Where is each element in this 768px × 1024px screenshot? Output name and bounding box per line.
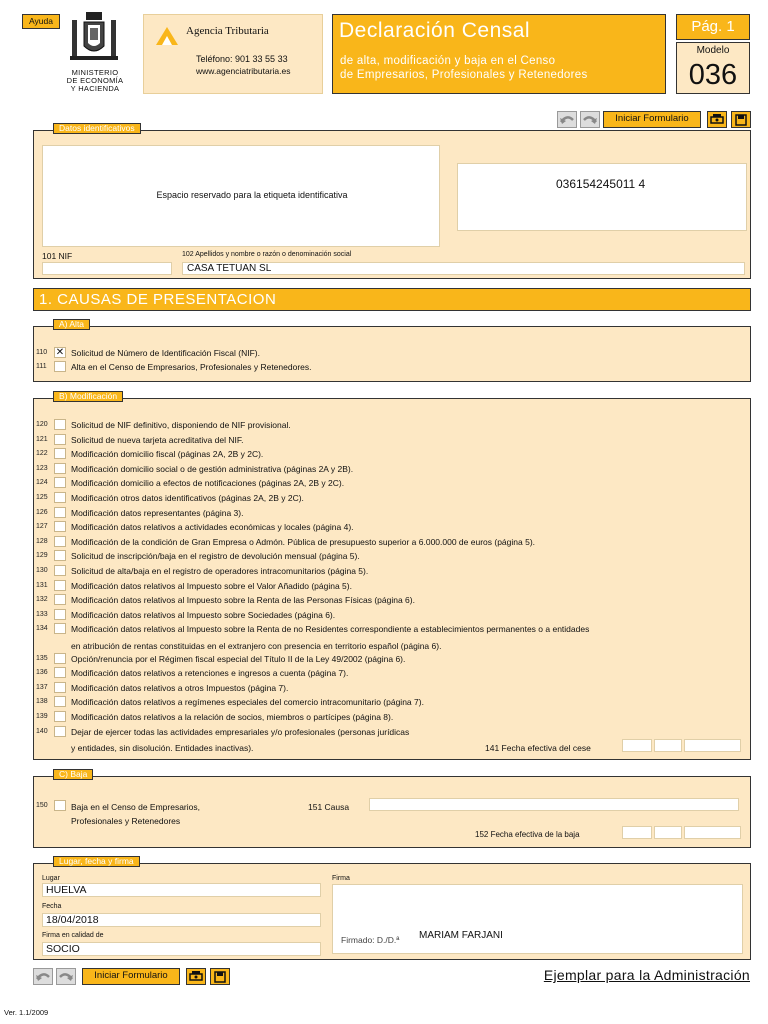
item-number: 136	[36, 669, 48, 677]
item-text: Modificación datos relativos al Impuesto sobre la Renta de no Residentes correspondiente a establecimientos permanentes o a entidades	[71, 624, 590, 635]
item-number: 132	[36, 596, 48, 604]
print-button[interactable]	[707, 111, 727, 128]
agency-website: www.agenciatributaria.es	[196, 66, 291, 76]
barcode-field	[457, 163, 747, 231]
page-subtitle: de Empresarios, Profesionales y Retenedores	[340, 69, 588, 81]
item-checkbox[interactable]	[54, 550, 66, 561]
item-text: Opción/renuncia por el Régimen fiscal especial del Título II de la Ley 49/2002 (página 6).	[71, 653, 406, 664]
item-checkbox[interactable]	[54, 667, 66, 678]
item-number: 128	[36, 537, 48, 545]
item-checkbox[interactable]	[54, 477, 66, 488]
item-number: 124	[36, 479, 48, 487]
save-button[interactable]	[731, 111, 751, 128]
save-icon	[732, 112, 750, 127]
cese-month-field[interactable]	[654, 739, 682, 752]
item-text: Modificación datos relativos al Impuesto sobre el Valor Añadido (página 5).	[71, 580, 352, 591]
baja-cause-field[interactable]	[369, 798, 739, 811]
cese-date-label: 141 Fecha efectiva del cese	[485, 743, 591, 753]
print-button[interactable]	[186, 968, 206, 985]
item-text: Solicitud de inscripción/baja en el registro de devolución mensual (página 5).	[71, 551, 360, 562]
item-text: Modificación datos relativos al Impuesto sobre Sociedades (página 6).	[71, 609, 336, 620]
baja-checkbox[interactable]	[54, 800, 66, 811]
item-number: 110	[36, 349, 48, 356]
page-subtitle: de alta, modificación y baja en el Censo	[340, 55, 556, 67]
item-number: 123	[36, 464, 48, 472]
section1-title: 1. CAUSAS DE PRESENTACION	[33, 288, 751, 311]
item-checkbox[interactable]	[54, 536, 66, 547]
item-checkbox[interactable]	[54, 623, 66, 634]
barcode-number: 036154245011 4	[556, 177, 646, 191]
agency-name: Agencia Tributaria	[186, 25, 269, 37]
signed-by-value: MARIAM FARJANI	[419, 930, 503, 941]
item-checkbox[interactable]	[54, 521, 66, 532]
item-text: Solicitud de alta/baja en el registro de operadores intracomunitarios (página 5).	[71, 566, 369, 576]
item-checkbox[interactable]	[54, 653, 66, 664]
baja-day-field[interactable]	[622, 826, 652, 839]
print-icon	[187, 969, 205, 984]
agency-logo-icon	[152, 23, 182, 49]
place-label: Lugar	[42, 875, 60, 882]
arrow-forward-icon	[581, 112, 599, 127]
label-space-caption: Espacio reservado para la etiqueta identificativa	[156, 190, 348, 200]
arrow-back-icon	[34, 969, 52, 984]
modificacion-tab: B) Modificación	[53, 391, 123, 402]
item-text: Modificación datos representantes (página 3).	[71, 507, 244, 518]
signed-by-label: Firmado: D./D.ª	[341, 935, 400, 945]
nif-field[interactable]	[42, 262, 172, 275]
save-button[interactable]	[210, 968, 230, 985]
item-checkbox[interactable]	[54, 463, 66, 474]
item-text-continuation: y entidades, sin disolución. Entidades inactivas).	[71, 743, 254, 753]
name-field[interactable]: CASA TETUAN SL	[182, 262, 745, 275]
capacity-label: Firma en calidad de	[42, 932, 104, 939]
item-number: 127	[36, 523, 48, 531]
item-number: 137	[36, 683, 48, 691]
arrow-back-icon	[558, 112, 576, 127]
ministry-name	[55, 69, 135, 93]
date-label: Fecha	[42, 903, 62, 910]
item-checkbox[interactable]	[54, 361, 66, 372]
copy-label: Ejemplar para la Administración	[543, 967, 750, 983]
item-number: 129	[36, 552, 48, 560]
item-checkbox[interactable]	[54, 434, 66, 445]
baja-month-field[interactable]	[654, 826, 682, 839]
item-checkbox[interactable]	[54, 419, 66, 430]
item-number: 138	[36, 698, 48, 706]
forward-button[interactable]	[56, 968, 76, 985]
crest-icon	[66, 10, 122, 68]
item-checkbox[interactable]	[54, 609, 66, 620]
item-number: 126	[36, 508, 48, 516]
baja-year-field[interactable]	[684, 826, 741, 839]
item-checkbox[interactable]	[54, 594, 66, 605]
item-checkbox[interactable]	[54, 682, 66, 693]
place-field[interactable]: HUELVA	[42, 883, 321, 897]
sign-label: Firma	[332, 875, 350, 882]
cese-day-field[interactable]	[622, 739, 652, 752]
item-number: 135	[36, 654, 48, 662]
baja-text: Profesionales y Retenedores	[71, 816, 181, 826]
item-text: Solicitud de nueva tarjeta acreditativa del NIF.	[71, 434, 244, 445]
start-form-button[interactable]: Iniciar Formulario	[603, 111, 701, 128]
baja-date-label: 152 Fecha efectiva de la baja	[475, 830, 580, 839]
help-button[interactable]: Ayuda	[22, 14, 60, 29]
baja-text: Baja en el Censo de Empresarios,	[71, 802, 200, 812]
item-text: Alta en el Censo de Empresarios, Profesionales y Retenedores.	[71, 362, 312, 372]
ministry-line: Y HACIENDA	[70, 84, 120, 93]
item-checkbox[interactable]	[54, 711, 66, 722]
name-label: 102 Apellidos y nombre o razón o denominación social	[182, 251, 352, 258]
item-number: 122	[36, 450, 48, 458]
item-checkbox[interactable]	[54, 696, 66, 707]
forward-button[interactable]	[580, 111, 600, 128]
item-text: Dejar de ejercer todas las actividades empresariales y/o profesionales (personas jurídicas	[71, 726, 410, 737]
identification-tab: Datos identificativos	[53, 123, 141, 134]
item-checkbox[interactable]	[54, 580, 66, 591]
item-text: Modificación domicilio a efectos de notificaciones (páginas 2A, 2B y 2C).	[71, 478, 345, 489]
item-number: 121	[36, 435, 48, 443]
item-checkbox[interactable]	[54, 492, 66, 503]
model-number: 036	[688, 59, 738, 91]
item-text: Modificación de la condición de Gran Empresa o Admón. Pública de presupuesto superior a 6.000.000 de euros (página 5).	[71, 536, 536, 547]
alta-tab: A) Alta	[53, 319, 90, 330]
ministry-line: DE ECONOMÍA	[66, 76, 124, 85]
page-title: Declaración Censal	[339, 19, 531, 42]
print-icon	[708, 112, 726, 127]
item-number: 133	[36, 610, 48, 618]
item-number: 134	[36, 625, 48, 633]
item-checkbox[interactable]: ✕	[55, 347, 65, 358]
item-number: 111	[36, 363, 47, 370]
item-checkbox[interactable]	[54, 448, 66, 459]
save-icon	[211, 969, 229, 984]
item-text: Modificación datos relativos al Impuesto sobre la Renta de las Personas Físicas (página 6).	[71, 595, 415, 606]
back-button[interactable]	[557, 111, 577, 128]
capacity-field[interactable]: SOCIO	[42, 942, 321, 956]
item-text: Solicitud de Número de Identificación Fiscal (NIF).	[71, 348, 260, 358]
signature-tab: Lugar, fecha y firma	[53, 856, 140, 867]
ministry-line: MINISTERIO	[71, 68, 119, 77]
item-text: Modificación datos relativos a retenciones e ingresos a cuenta (página 7).	[71, 668, 349, 679]
item-text: Modificación otros datos identificativos (páginas 2A, 2B y 2C).	[71, 493, 304, 503]
item-number: 139	[36, 713, 48, 720]
item-text: Modificación domicilio fiscal (páginas 2A, 2B y 2C).	[71, 449, 264, 460]
arrow-forward-icon	[57, 969, 75, 984]
version-label: Ver. 1.1/2009	[4, 1008, 49, 1017]
item-checkbox[interactable]	[54, 565, 66, 576]
nif-label: 101 NIF	[42, 251, 73, 261]
item-checkbox[interactable]	[54, 726, 66, 737]
item-number: 125	[36, 494, 48, 501]
agency-box	[143, 14, 323, 94]
item-number: 150	[36, 802, 48, 809]
agency-phone: Teléfono: 901 33 55 33	[196, 54, 288, 64]
page-number: Pág. 1	[676, 14, 750, 40]
item-text: Solicitud de NIF definitivo, disponiendo de NIF provisional.	[71, 420, 291, 430]
item-number: 131	[36, 581, 48, 589]
model-label: Modelo	[696, 45, 730, 56]
item-text: Modificación domicilio social o de gestión administrativa (páginas 2A y 2B).	[71, 463, 354, 474]
item-text: Modificación datos relativos a regímenes especiales del comercio intracomunitario (página 7).	[71, 697, 424, 708]
item-text: Modificación datos relativos a actividades económicas y locales (página 4).	[71, 522, 354, 533]
item-number: 130	[36, 567, 48, 574]
model-box	[676, 42, 750, 94]
baja-tab: C) Baja	[53, 769, 93, 780]
back-button[interactable]	[33, 968, 53, 985]
cese-year-field[interactable]	[684, 739, 741, 752]
item-checkbox[interactable]	[54, 507, 66, 518]
date-field[interactable]: 18/04/2018	[42, 913, 321, 927]
baja-cause-label: 151 Causa	[308, 802, 350, 812]
start-form-button[interactable]: Iniciar Formulario	[82, 968, 180, 985]
item-text-continuation: en atribución de rentas constituidas en el extranjero con presencia en territorio español (página 6).	[71, 641, 442, 651]
item-text: Modificación datos relativos a la relación de socios, miembros o partícipes (página 8).	[71, 712, 394, 722]
item-text: Modificación datos relativos a otros Impuestos (página 7).	[71, 682, 289, 693]
item-number: 140	[36, 727, 48, 735]
title-box	[332, 14, 666, 94]
item-number: 120	[36, 421, 48, 428]
